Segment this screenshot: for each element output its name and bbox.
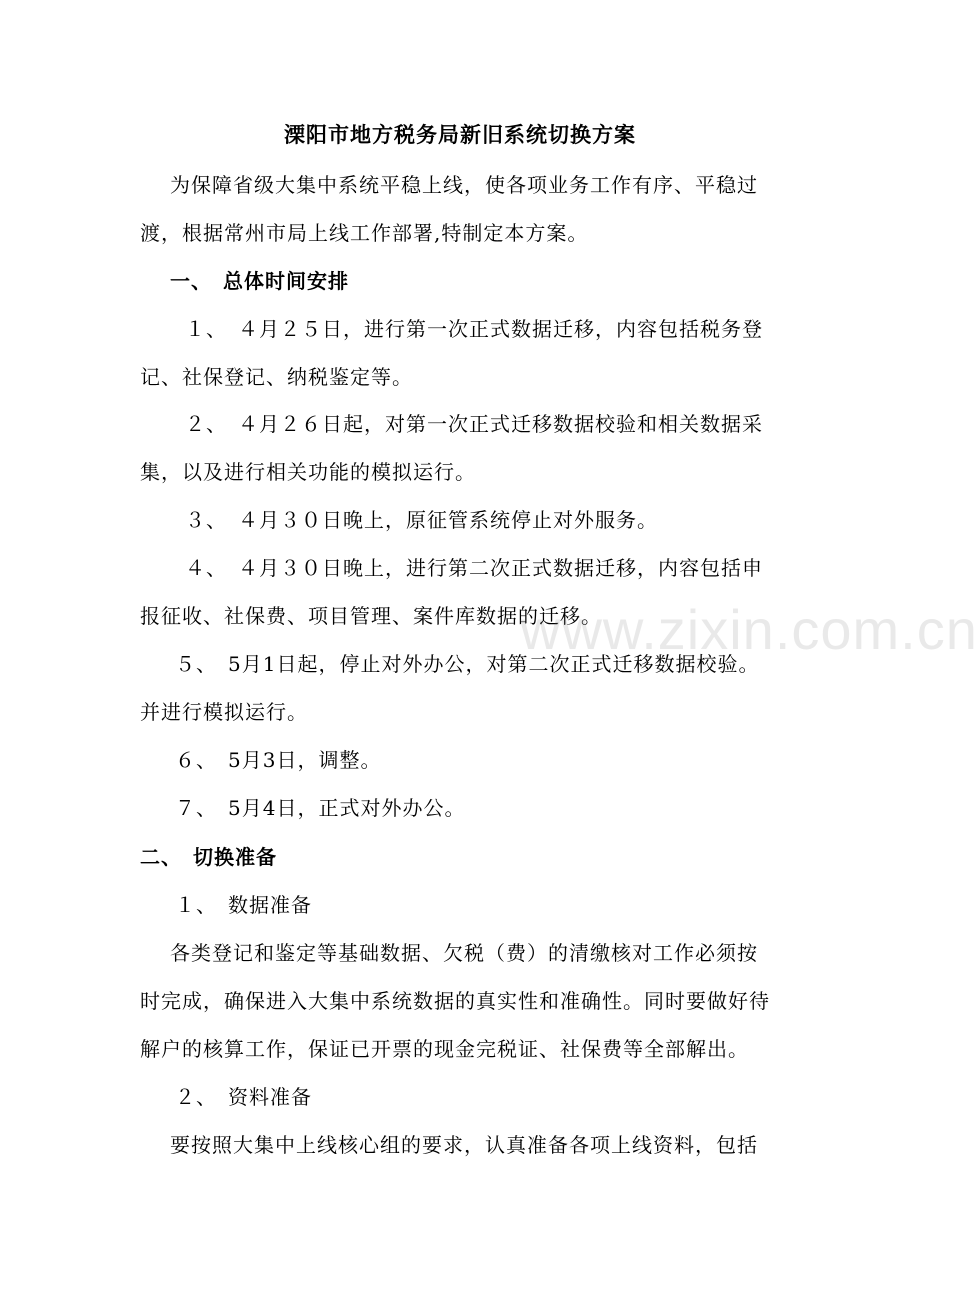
section1-item-5-line-1: ５、 5月1日起，停止对外办公，对第二次正式迁移数据校验。: [175, 652, 760, 676]
section1-item-3: ３、 ４月３０日晚上，原征管系统停止对外服务。: [185, 508, 658, 532]
section2-sub1-heading: １、 数据准备: [175, 893, 312, 917]
section1-item-4-line-2: 报征收、社保费、项目管理、案件库数据的迁移。: [140, 604, 602, 628]
section1-item-6: ６、 5月3日，调整。: [175, 748, 382, 772]
section2-sub1-body-line-1: 各类登记和鉴定等基础数据、欠税（费）的清缴核对工作必须按: [170, 941, 758, 965]
document-title: 溧阳市地方税务局新旧系统切换方案: [284, 122, 636, 147]
section1-item-7: ７、 5月4日，正式对外办公。: [175, 796, 466, 820]
section2-sub2-heading: ２、 资料准备: [175, 1085, 312, 1109]
section1-item-1-line-1: １、 ４月２５日，进行第一次正式数据迁移，内容包括税务登: [185, 317, 763, 341]
section1-heading: 一、 总体时间安排: [170, 269, 349, 293]
intro-line-2: 渡，根据常州市局上线工作部署,特制定本方案。: [140, 221, 589, 245]
section2-sub1-body-line-3: 解户的核算工作，保证已开票的现金完税证、社保费等全部解出。: [140, 1037, 749, 1061]
section2-heading: 二、 切换准备: [140, 845, 277, 869]
intro-line-1: 为保障省级大集中系统平稳上线，使各项业务工作有序、平稳过: [170, 173, 758, 197]
section1-item-2-line-1: ２、 ４月２６日起，对第一次正式迁移数据校验和相关数据采: [185, 412, 763, 436]
section2-sub1-body-line-2: 时完成，确保进入大集中系统数据的真实性和准确性。同时要做好待: [140, 989, 770, 1013]
section1-item-1-line-2: 记、社保登记、纳税鉴定等。: [140, 365, 413, 389]
watermark: www.zixin.com.cn: [520, 598, 978, 661]
section1-item-5-line-2: 并进行模拟运行。: [140, 700, 308, 724]
section2-sub2-body-line-1: 要按照大集中上线核心组的要求，认真准备各项上线资料，包括: [170, 1133, 758, 1157]
section1-item-2-line-2: 集，以及进行相关功能的模拟运行。: [140, 460, 476, 484]
section1-item-4-line-1: ４、 ４月３０日晚上，进行第二次正式数据迁移，内容包括申: [185, 556, 763, 580]
